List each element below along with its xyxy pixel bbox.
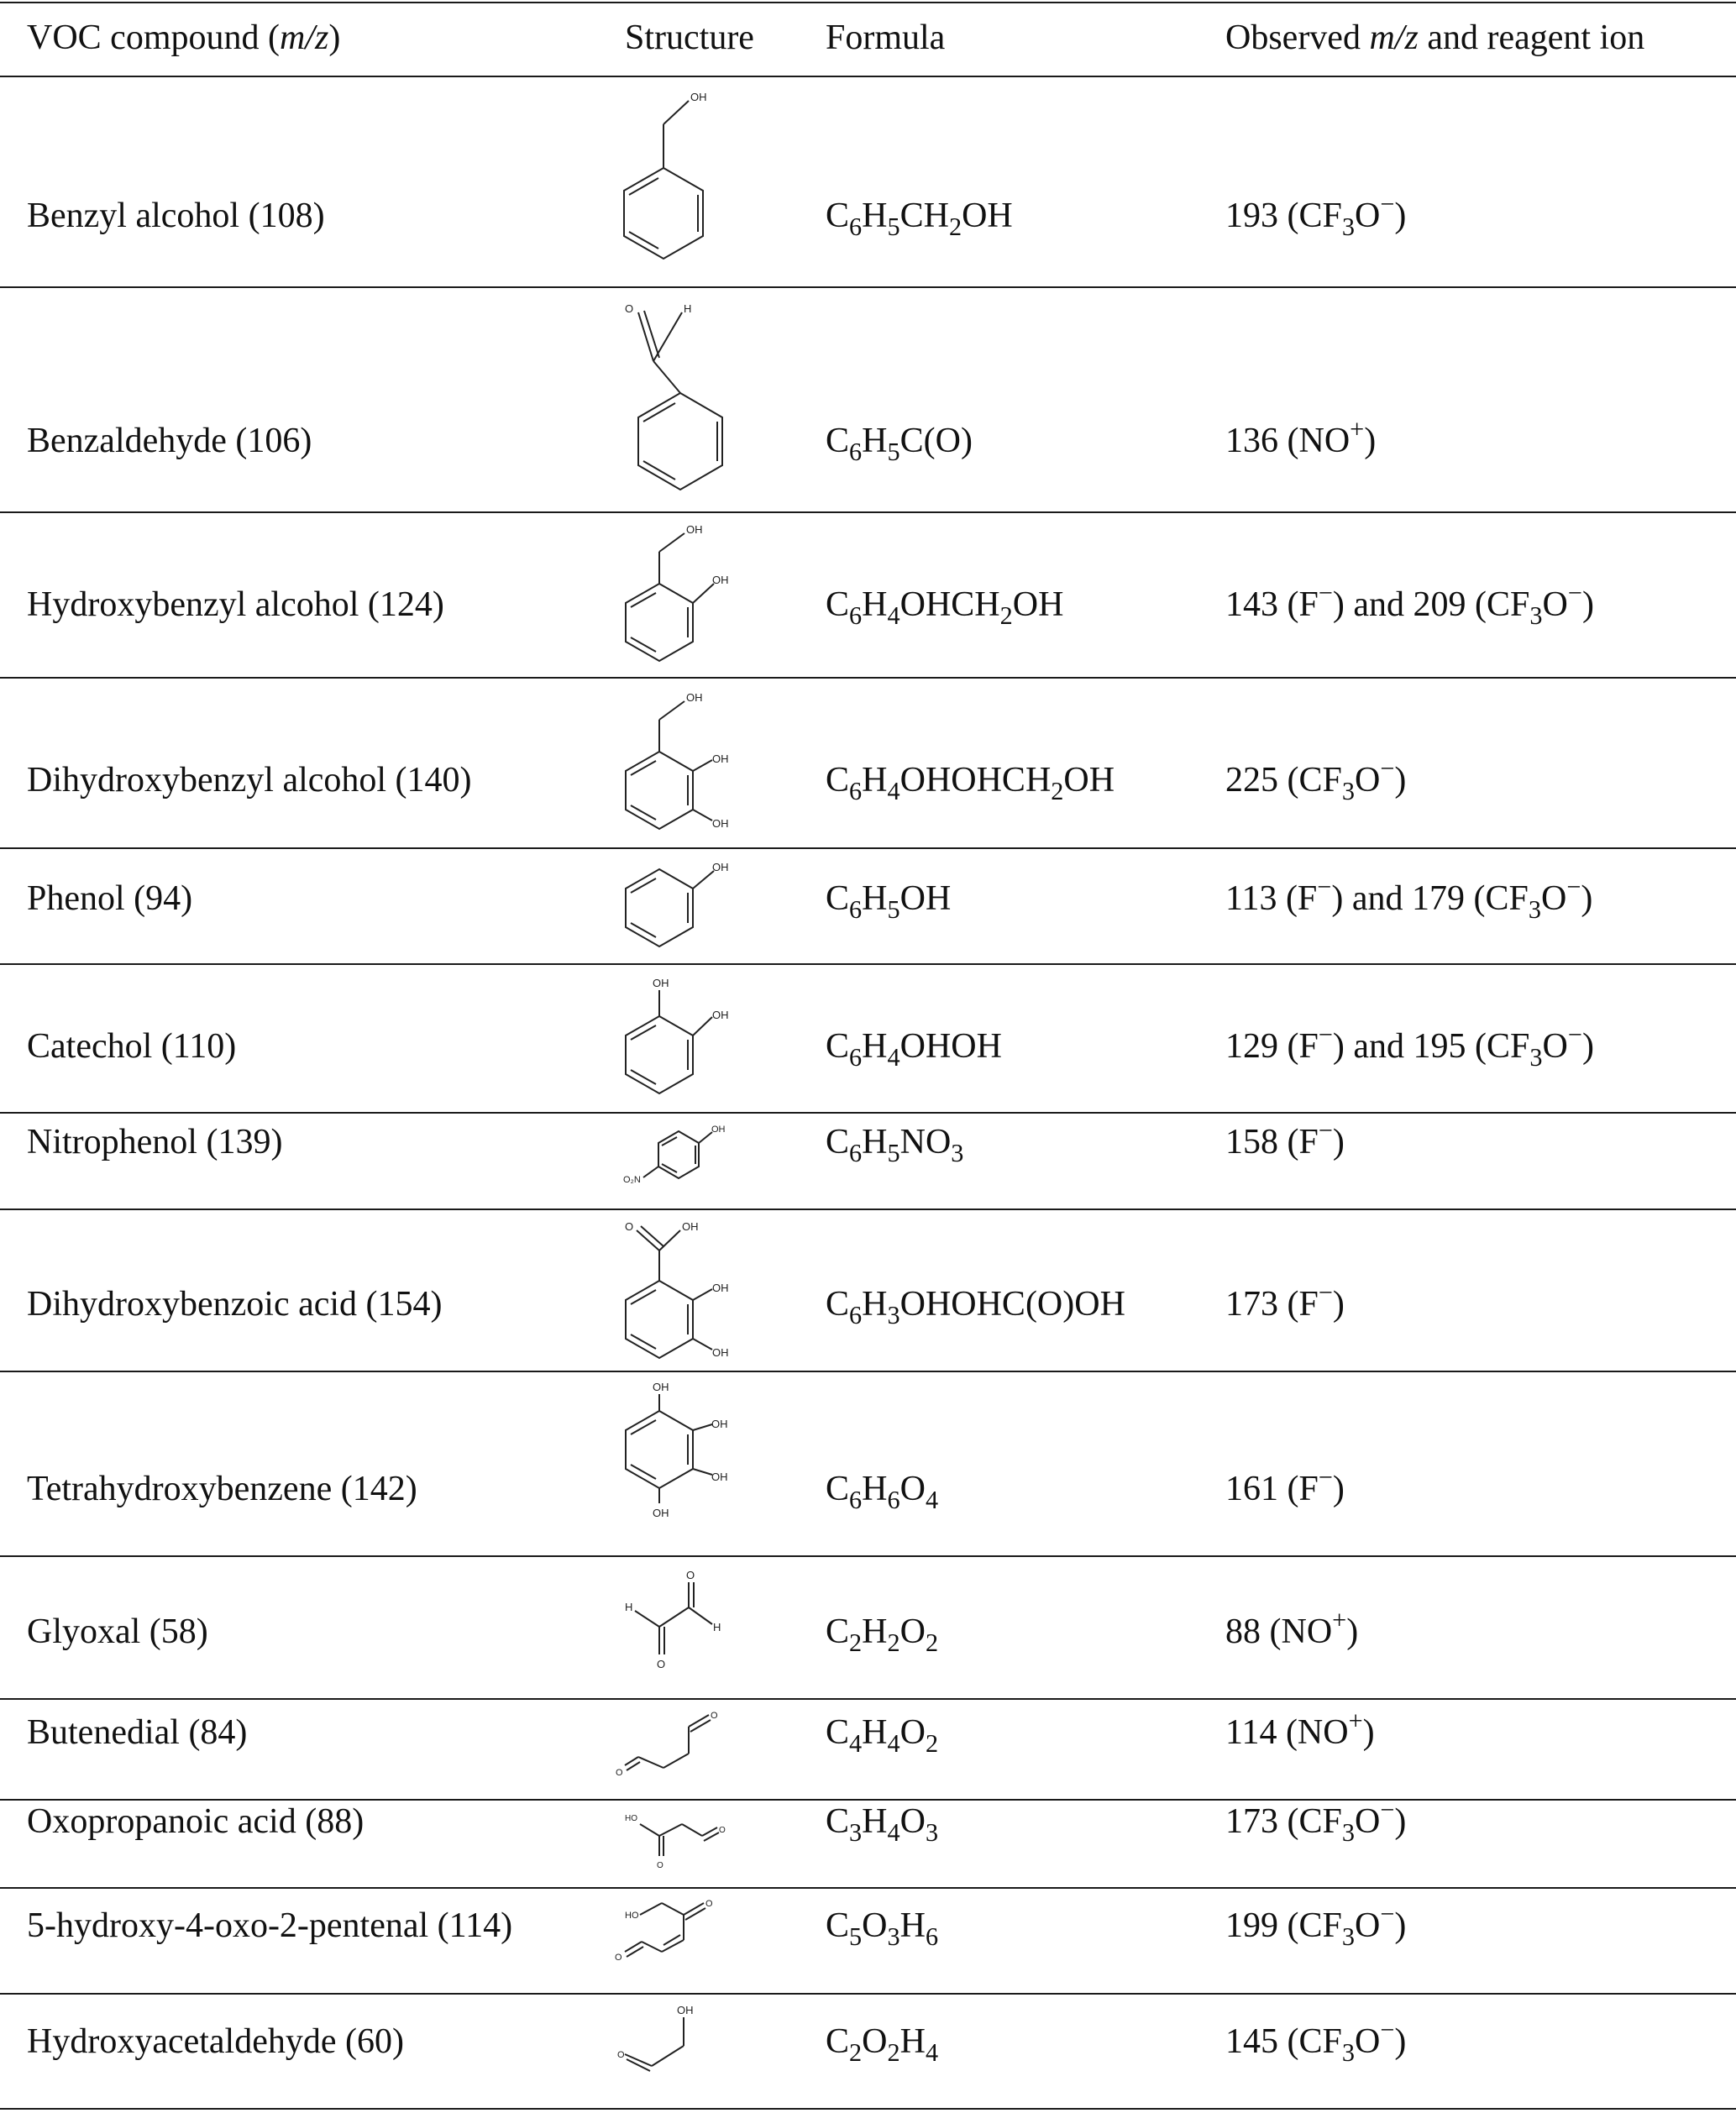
compound-name: Tetrahydroxybenzene (142) [27,1470,417,1508]
svg-text:OH: OH [711,1418,728,1430]
header-rule [0,76,1736,77]
compound-name: Glyoxal (58) [27,1612,208,1651]
compound-formula: $C_6H_4OHOHCH_2OH$ [826,761,1115,805]
benzyl-alcohol-structure-icon [613,84,731,269]
phenol-structure-icon [613,852,731,962]
observed-mz: 193 $(CF_3O^-)$ [1225,190,1407,241]
observed-mz: 173 (F−) [1225,1278,1345,1324]
row-rule [0,1993,1736,1995]
svg-text:OH: OH [677,2004,694,2016]
svg-text:O: O [617,2050,625,2060]
compound-name: Catechol (110) [27,1027,237,1066]
svg-text:HO: HO [625,1814,637,1823]
svg-text:OH: OH [712,1346,729,1359]
observed-mz: 113 (F−) and 179 $(CF_3O^-)$ [1225,873,1593,924]
hydroxybenzyl-alcohol-structure-icon [613,516,731,668]
compound-name: Hydroxyacetaldehyde (60) [27,2022,404,2061]
compound-name: Benzaldehyde (106) [27,422,312,460]
compound-formula: $C_6H_3OHOHC(O)OH$ [826,1285,1125,1329]
row-rule [0,963,1736,965]
compound-formula: $C_6H_5NO_3$ [826,1123,964,1167]
observed-mz: 114 (NO+) [1225,1707,1375,1752]
observed-mz: 88 (NO+) [1225,1606,1359,1651]
compound-formula: $C_4H_4O_2$ [826,1713,939,1758]
svg-text:O: O [719,1826,726,1835]
compound-name: Benzyl alcohol (108) [27,197,325,235]
svg-text:OH: OH [712,861,729,873]
svg-text:HO: HO [625,1911,639,1921]
svg-text:OH: OH [712,1009,729,1021]
header-observed: Observed m/z and reagent ion [1225,18,1645,57]
svg-text:H: H [713,1621,721,1633]
row-rule [0,1555,1736,1557]
compound-formula: $C_6H_4OHCH_2OH$ [826,585,1064,630]
observed-mz: 136 (NO+) [1225,415,1377,460]
compound-name: Dihydroxybenzoic acid (154) [27,1285,443,1324]
row-rule [0,1112,1736,1114]
table-top-rule [0,2,1736,3]
compound-name: 5-hydroxy-4-oxo-2-pentenal (114) [27,1906,513,1945]
oxopropanoic-acid-structure-icon [613,1806,731,1890]
svg-text:H: H [625,1601,633,1613]
compound-formula: $C_5O_3H_6$ [826,1906,939,1951]
svg-text:OH: OH [653,1507,669,1519]
svg-text:O: O [625,1220,634,1233]
observed-mz: 143 (F−) and 209 $(CF_3O^-)$ [1225,579,1594,630]
compound-formula: $C_6H_4OHOH$ [826,1027,1002,1072]
svg-text:O₂N: O₂N [623,1175,641,1185]
glyoxal-structure-icon [613,1564,731,1690]
compound-formula: $C_2O_2H_4$ [826,2022,939,2067]
row-rule [0,847,1736,849]
svg-text:O: O [657,1861,663,1870]
observed-mz: 145 $(CF_3O^-)$ [1225,2016,1407,2067]
svg-text:OH: OH [653,977,669,989]
observed-mz: 158 (F−) [1225,1116,1345,1161]
svg-text:OH: OH [712,752,729,765]
hydroxy-oxo-pentenal-structure-icon [613,1891,731,1992]
observed-mz: 225 $(CF_3O^-)$ [1225,754,1407,805]
row-rule [0,1887,1736,1889]
svg-text:OH: OH [653,1381,669,1393]
compound-formula: $C_2H_2O_2$ [826,1612,939,1657]
dihydroxybenzoic-acid-structure-icon [613,1214,731,1365]
hydroxyacetaldehyde-structure-icon [613,1999,731,2104]
compound-name: Phenol (94) [27,879,193,918]
compound-formula: $C_6H_6O_4$ [826,1470,939,1514]
row-rule [0,1698,1736,1700]
svg-text:O: O [711,1711,718,1721]
tetrahydroxybenzene-structure-icon [613,1377,731,1528]
row-rule [0,1799,1736,1801]
svg-text:O: O [686,1569,695,1581]
observed-mz: 173 $(CF_3O^-)$ [1225,1796,1407,1847]
svg-text:O: O [657,1658,666,1670]
compound-formula: $C_6H_5CH_2OH$ [826,197,1013,241]
dihydroxybenzyl-alcohol-structure-icon [613,684,731,836]
svg-text:OH: OH [711,1125,726,1135]
observed-mz: 161 (F−) [1225,1463,1345,1508]
row-rule [0,511,1736,513]
svg-text:OH: OH [686,691,703,704]
svg-text:O: O [616,1768,623,1778]
compound-name: Hydroxybenzyl alcohol (124) [27,585,444,624]
benzaldehyde-structure-icon [613,294,731,504]
svg-text:O: O [615,1953,622,1963]
nitrophenol-structure-icon [613,1119,731,1203]
row-rule [0,1371,1736,1372]
compound-formula: $C_6H_5OH$ [826,879,952,924]
header-structure: Structure [625,18,754,57]
svg-text:OH: OH [690,91,707,103]
observed-mz: 199 $(CF_3O^-)$ [1225,1900,1407,1951]
row-rule [0,1209,1736,1210]
svg-text:O: O [625,302,634,315]
butenedial-structure-icon [613,1705,731,1797]
svg-text:H: H [684,302,692,315]
table-bottom-rule [0,2108,1736,2110]
svg-text:OH: OH [712,817,729,830]
svg-text:OH: OH [686,523,703,536]
compound-formula: $C_6H_5C(O)$ [826,422,973,466]
svg-text:OH: OH [711,1471,728,1483]
header-formula: Formula [826,18,946,57]
compound-name: Dihydroxybenzyl alcohol (140) [27,761,472,800]
compound-formula: $C_3H_4O_3$ [826,1802,939,1847]
svg-text:OH: OH [712,1282,729,1294]
row-rule [0,286,1736,288]
svg-text:O: O [705,1899,713,1909]
catechol-structure-icon [613,970,731,1113]
svg-text:OH: OH [682,1220,699,1233]
compound-name: Nitrophenol (139) [27,1123,283,1161]
header-compound: VOC compound (m/z) [27,18,341,57]
svg-text:OH: OH [712,574,729,586]
compound-name: Butenedial (84) [27,1713,248,1752]
observed-mz: 129 (F−) and 195 $(CF_3O^-)$ [1225,1020,1594,1072]
row-rule [0,677,1736,679]
compound-name: Oxopropanoic acid (88) [27,1802,365,1841]
